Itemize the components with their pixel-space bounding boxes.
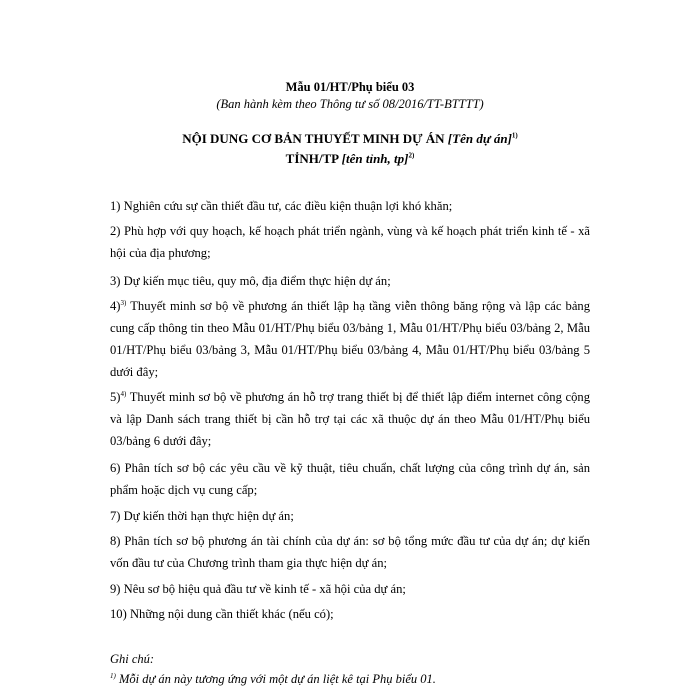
note-1: $^{1)}$ Mỗi dự án này tương ứng với một dự án liệt kê tại Phụ biểu 01. [110,671,436,686]
issued-note: (Ban hành kèm theo Thông tư số 08/2016/TT-BTTTT) [216,97,484,111]
content-item-1: 1) Nghiên cứu sự cần thiết đầu tư, các điều kiện thuận lợi khó khăn; [110,199,453,213]
title-project-placeholder: [Tên dự án] [447,131,512,146]
content-item-8: 8) Phân tích sơ bộ phương án tài chính của dự án: sơ bộ tổng mức đầu tư của dự án; dự kiến vốn đầu tư của Chương trình tham gia thực hiện dự án; [110,534,590,570]
title-footnote-ref-2: 2) [408,151,415,160]
content-item-2: 2) Phù hợp với quy hoạch, kế hoạch phát triển ngành, vùng và kế hoạch phát triển kinh tế - xã hội của địa phương; [110,224,590,260]
content-item-5: 5)$^{4)}$ Thuyết minh sơ bộ về phương án hỗ trợ trang thiết bị để thiết lập điểm internet công cộng và lập Danh sách trang thiết bị cần hỗ trợ tại các xã thuộc dự án theo Mẫu 01/HT/Phụ biểu 03/bảng 6 dưới đây; [110,389,590,448]
content-item-3: 3) Dự kiến mục tiêu, quy mô, địa điểm thực hiện dự án; [110,274,391,288]
document-title [0,131,700,147]
note-1-ref: 1) [110,671,116,680]
notes-title: Ghi chú: [110,652,155,666]
document-subtitle [0,151,700,167]
title-line2: TỈNH/TP [285,151,342,166]
content-item-9: 9) Nêu sơ bộ hiệu quả đầu tư về kinh tế - xã hội của dự án; [110,582,406,596]
form-code: Mẫu 01/HT/Phụ biểu 03 [285,80,415,94]
content-item-10: 10) Những nội dung cần thiết khác (nếu có); [110,607,334,621]
content-item-6: 6) Phân tích sơ bộ các yêu cầu về kỹ thuật, tiêu chuẩn, chất lượng của công trình dự án, sản phẩm hoặc dịch vụ cung cấp; [110,461,591,497]
title-footnote-ref-1: 1) [511,131,518,140]
title-province-placeholder: [tên tỉnh, tp] [341,151,409,166]
content-item-4: 4)$^{3)}$ Thuyết minh sơ bộ về phương án thiết lập hạ tầng viễn thông băng rộng và lập các bảng cung cấp thông tin theo Mẫu 01/HT/Phụ biểu 03/bảng 1, Mẫu 01/HT/Phụ biểu 03/bảng 2, Mẫu 01/HT/Phụ biểu 03/bảng 3, Mẫu 01/HT/Phụ biểu 03/bảng 4, Mẫu 01/HT/Phụ biểu 03/bảng 5 dưới đây; [110,298,590,379]
content-item-7: 7) Dự kiến thời hạn thực hiện dự án; [110,509,294,523]
footnote-ref-4: 4) [120,389,127,398]
title-line1: NỘI DUNG CƠ BẢN THUYẾT MINH DỰ ÁN [182,131,448,146]
footnote-ref-3: 3) [120,298,127,307]
